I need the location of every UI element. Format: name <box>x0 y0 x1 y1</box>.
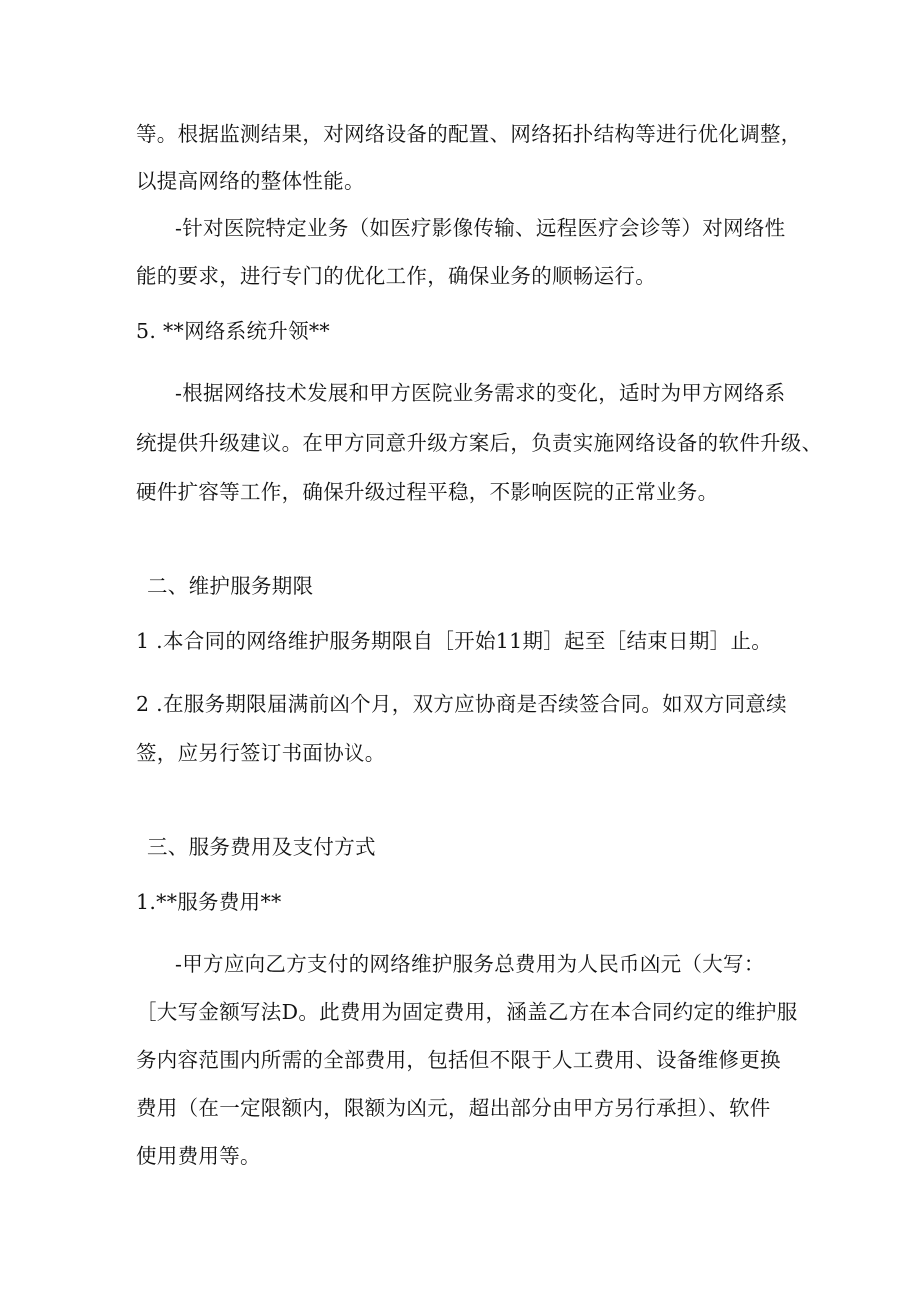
paragraph-line: 等。根据监测结果，对网络设备的配置、网络拓扑结构等进行优化调整， <box>136 122 802 146</box>
paragraph-line: 硬件扩容等工作，确保升级过程平稳，不影响医院的正常业务。 <box>136 480 719 504</box>
paragraph-line: 使用费用等。 <box>136 1144 261 1168</box>
section-item-heading: 1.**服务费用** <box>136 890 282 914</box>
bullet-line: -针对医院特定业务（如医疗影像传输、远程医疗会诊等）对网络性 <box>175 216 786 240</box>
paragraph-line: 费用（在一定限额内，限额为凶元，超出部分由甲方另行承担）、软件 <box>136 1096 771 1120</box>
bullet-line: -根据网络技术发展和甲方医院业务需求的变化，适时为甲方网络系 <box>175 381 786 405</box>
paragraph-line: ［大写金额写法D。此费用为固定费用，涵盖乙方在本合同约定的维护服 <box>136 1000 798 1024</box>
section-item-heading: 5. **网络系统升领** <box>136 319 330 343</box>
section-heading: 三、服务费用及支付方式 <box>147 835 376 859</box>
clause-line: 2 .在服务期限届满前凶个月，双方应协商是否续签合同。如双方同意续 <box>136 692 787 716</box>
section-heading: 二、维护服务期限 <box>147 574 314 598</box>
bullet-line: -甲方应向乙方支付的网络维护服务总费用为人民币凶元（大写： <box>175 952 765 976</box>
paragraph-line: 以提高网络的整体性能。 <box>136 169 365 193</box>
paragraph-line: 统提供升级建议。在甲方同意升级方案后，负责实施网络设备的软件升级、 <box>136 431 823 455</box>
clause-line: 1 .本合同的网络维护服务期限自［开始11期］起至［结束日期］止。 <box>136 629 773 653</box>
paragraph-line: 务内容范围内所需的全部费用，包括但不限于人工费用、设备维修更换 <box>136 1048 781 1072</box>
paragraph-line: 签，应另行签订书面协议。 <box>136 741 386 765</box>
paragraph-line: 能的要求，进行专门的优化工作，确保业务的顺畅运行。 <box>136 264 656 288</box>
